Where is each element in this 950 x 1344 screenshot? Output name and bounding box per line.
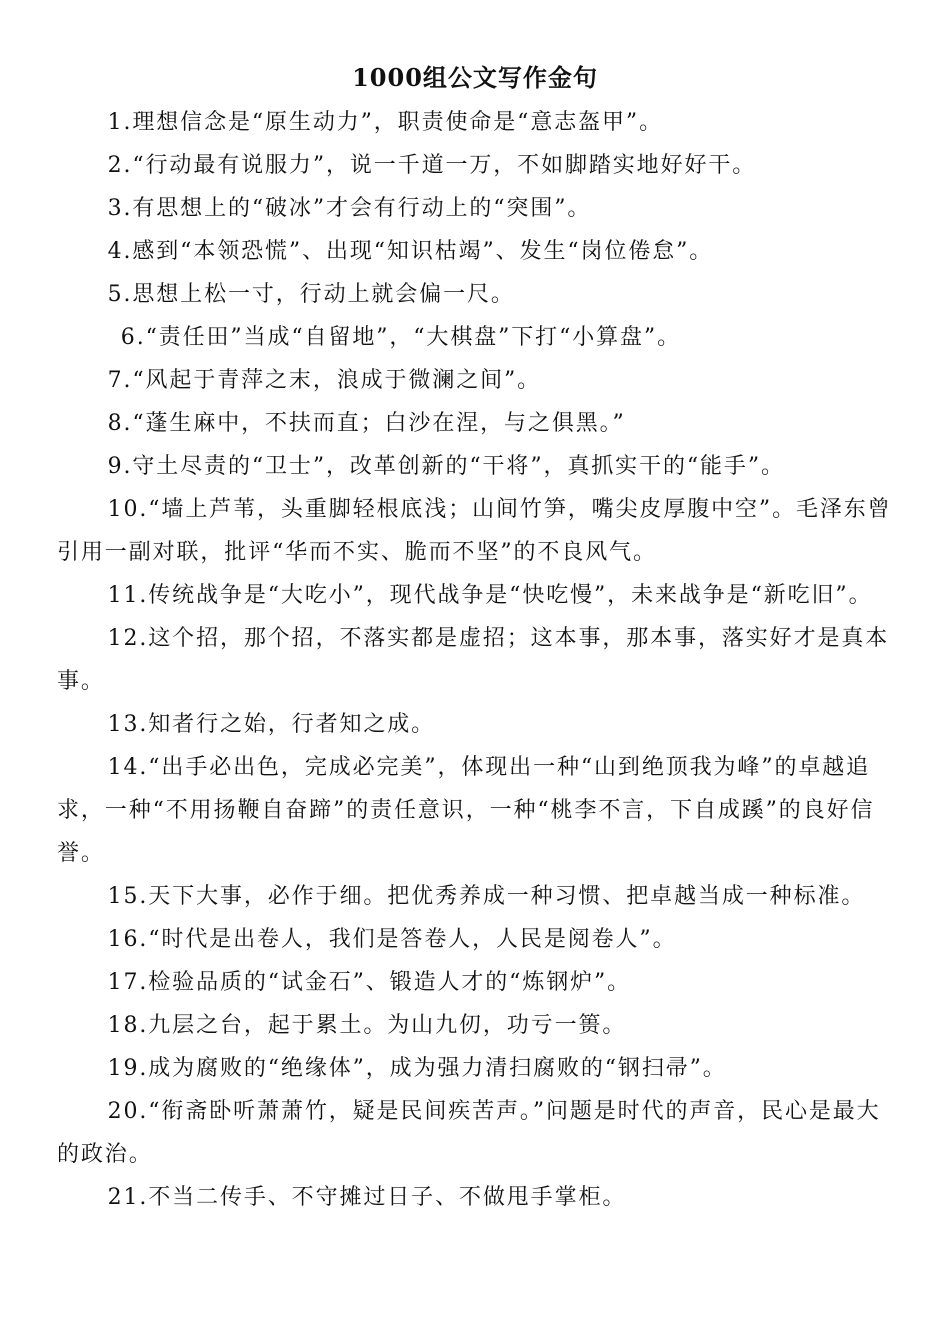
list-item: 9.守土尽责的“卫士”，改革创新的“干将”，真抓实干的“能手”。 bbox=[107, 454, 785, 479]
list-item: 6.“责任田”当成“自留地”，“大棋盘”下打“小算盘”。 bbox=[120, 325, 681, 350]
list-item: 13.知者行之始，行者知之成。 bbox=[107, 712, 436, 737]
list-item: 4.感到“本领恐慌”、出现“知识枯竭”、发生“岗位倦怠”。 bbox=[107, 239, 714, 264]
list-item: 1.理想信念是“原生动力”，职责使命是“意志盔甲”。 bbox=[107, 110, 663, 135]
list-item: 14.“出手必出色，完成必完美”，体现出一种“山到绝顶我为峰”的卓越追求，一种“不用扬鞭自奋蹄”的责任意识，一种“桃李不言，下自成蹊”的良好信誉。 bbox=[57, 755, 875, 866]
list-item: 15.天下大事，必作于细。把优秀养成一种习惯、把卓越当成一种标准。 bbox=[107, 884, 866, 909]
document-title: 1000组公文写作金句 bbox=[352, 63, 598, 92]
list-item: 19.成为腐败的“绝缘体”，成为强力清扫腐败的“钢扫帚”。 bbox=[107, 1056, 727, 1081]
list-item: 11.传统战争是“大吃小”，现代战争是“快吃慢”，未来战争是“新吃旧”。 bbox=[107, 583, 873, 608]
list-item: 8.“蓬生麻中，不扶而直；白沙在涅，与之俱黑。” bbox=[107, 411, 626, 436]
document-body bbox=[57, 101, 897, 1219]
list-item: 2.“行动最有说服力”，说一千道一万，不如脚踏实地好好干。 bbox=[107, 153, 757, 178]
list-item: 3.有思想上的“破冰”才会有行动上的“突围”。 bbox=[107, 196, 592, 221]
list-item: 21.不当二传手、不守摊过日子、不做甩手掌柜。 bbox=[107, 1185, 627, 1210]
list-item: 12.这个招，那个招，不落实都是虚招；这本事，那本事，落实好才是真本事。 bbox=[57, 626, 890, 694]
list-item: 10.“墙上芦苇，头重脚轻根底浅；山间竹笋，嘴尖皮厚腹中空”。毛泽东曾引用一副对联，批评“华而不实、脆而不坚”的不良风气。 bbox=[57, 497, 892, 565]
list-item: 18.九层之台，起于累土。为山九仞，功亏一篑。 bbox=[107, 1013, 627, 1038]
list-item: 7.“风起于青萍之末，浪成于微澜之间”。 bbox=[107, 368, 542, 393]
list-item: 5.思想上松一寸，行动上就会偏一尺。 bbox=[107, 282, 515, 307]
list-item: 20.“衔斋卧听萧萧竹，疑是民间疾苦声。”问题是时代的声音，民心是最大的政治。 bbox=[57, 1099, 881, 1167]
list-item: 16.“时代是出卷人，我们是答卷人，人民是阅卷人”。 bbox=[107, 927, 677, 952]
list-item: 17.检验品质的“试金石”、锻造人才的“炼钢炉”。 bbox=[107, 970, 632, 995]
